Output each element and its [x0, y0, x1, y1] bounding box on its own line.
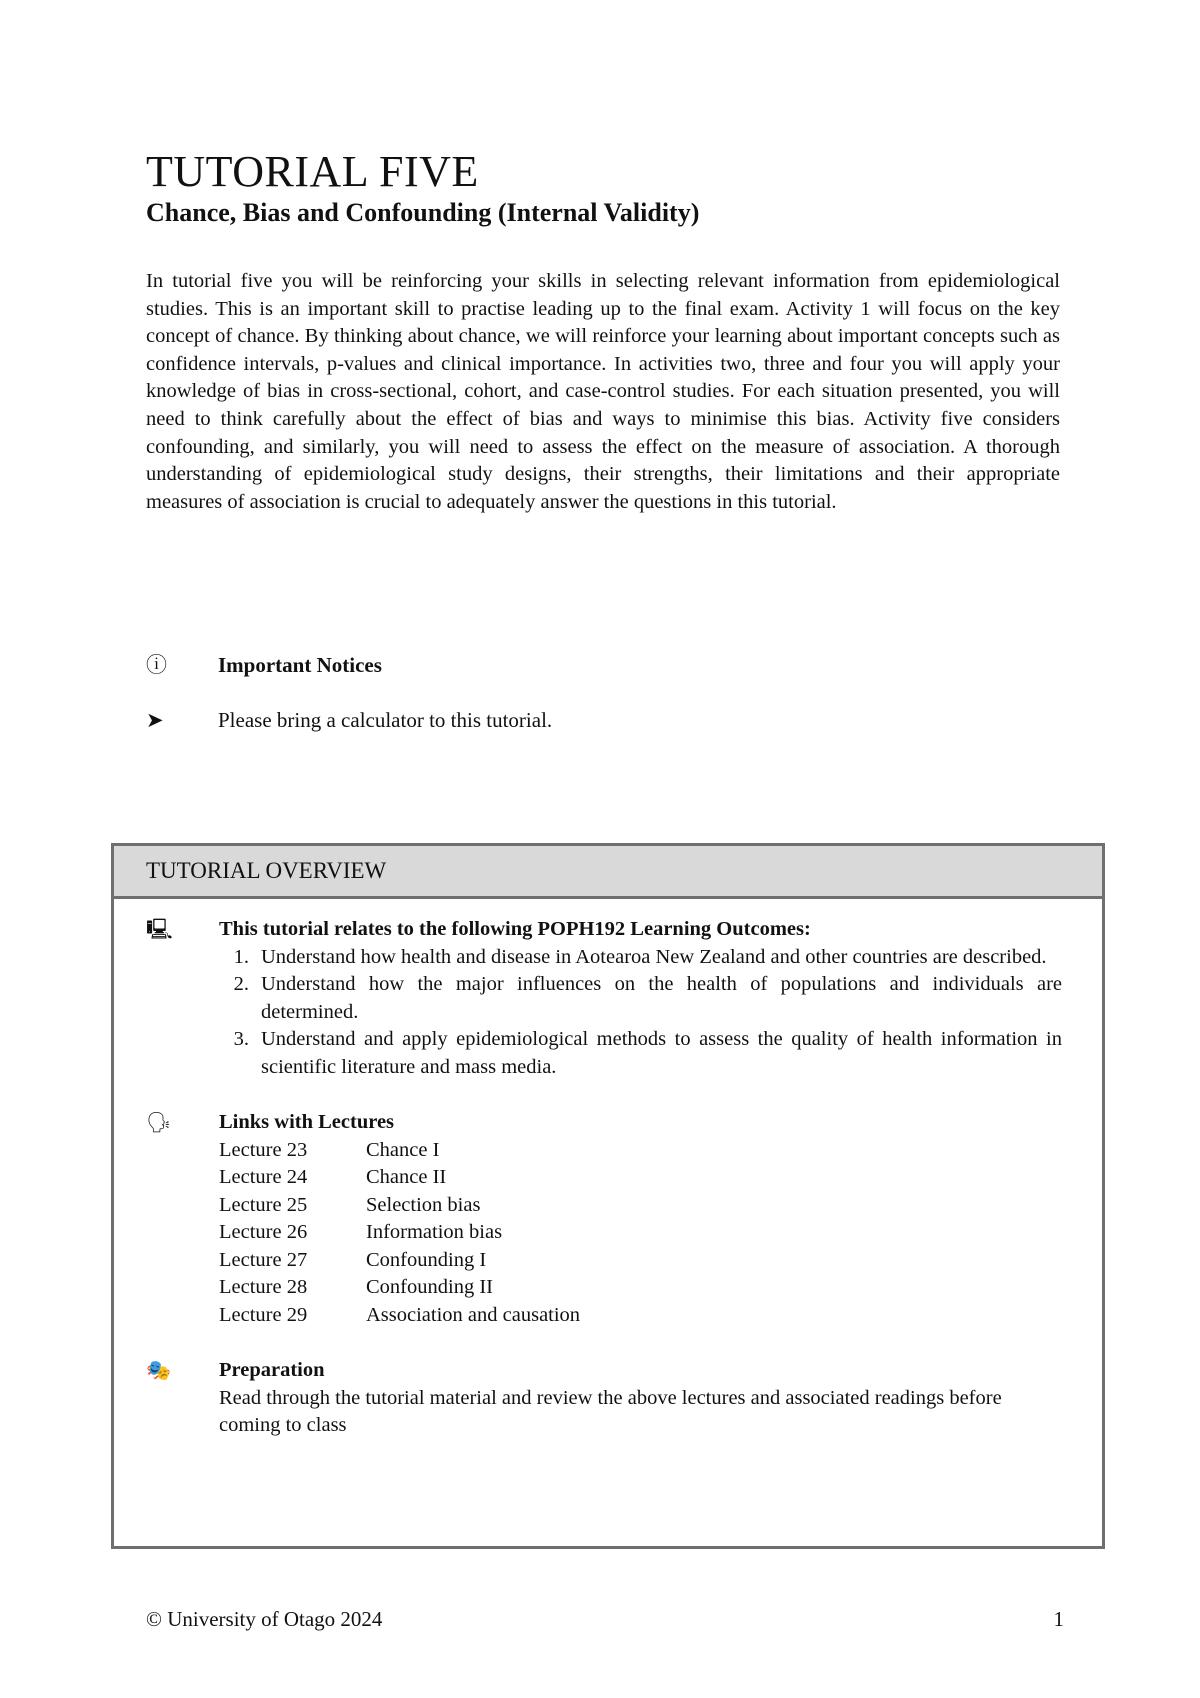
preparation-title: Preparation — [219, 1359, 325, 1381]
speaking-head-icon: 🗣 — [146, 1110, 172, 1134]
list-item: 2. Understand how the major influences on the health of populations and individuals are determined. — [233, 973, 1062, 1023]
lectures-section — [146, 1109, 1062, 1329]
list-item: Lecture 25 Selection bias — [219, 1193, 481, 1216]
list-item: 3. Understand and apply epidemiological methods to assess the quality of health information in scientific literature and mass media. — [233, 1028, 1062, 1078]
list-item: Lecture 23 Chance I — [219, 1138, 440, 1161]
list-item: 1. Understand how health and disease in Aotearoa New Zealand and other countries are described. — [233, 945, 1047, 968]
lectures-title: Links with Lectures — [219, 1111, 395, 1133]
important-notices-heading: Important Notices — [218, 653, 382, 677]
arrowhead-bullet-icon: ➤ — [146, 708, 164, 732]
learning-outcomes-title: This tutorial relates to the following POPH192 Learning Outcomes: — [219, 918, 811, 940]
intro-paragraph: In tutorial five you will be reinforcing your skills in selecting relevant information from epidemiological studies. This is an important skill to practise leading up to the final exam. Activity 1 will focus on the key concept of chance. By thinking about chance, we will reinforce your learning about important concepts such as confidence intervals, p-values and clinical importance. In activities two, three and four you will apply your knowledge of bias in cross-sectional, cohort, and case-control studies. For each situation presented, you will need to think carefully about the effect of bias and ways to minimise this bias. Activity five considers confounding, and similarly, you will need to assess the effect on the measure of association. A thorough understanding of epidemiological study designs, their strengths, their limitations and their appropriate measures of association is crucial to adequately answer the questions in this tutorial. — [146, 270, 1060, 513]
list-item: Lecture 27 Confounding I — [219, 1248, 487, 1271]
list-item: Lecture 24 Chance II — [219, 1166, 447, 1188]
learning-outcomes-list — [219, 944, 1062, 1082]
notice-item — [146, 706, 1060, 734]
page-number: 1 — [1053, 1607, 1064, 1631]
list-item: Lecture 29 Association and causation — [219, 1303, 581, 1326]
notice-item-text: Please bring a calculator to this tutorial. — [218, 708, 553, 732]
page-subtitle: Chance, Bias and Confounding (Internal Validity) — [146, 198, 700, 227]
preparation-text: Read through the tutorial material and review the above lectures and associated readings before coming to class — [219, 1386, 1002, 1436]
alert-circle-icon: ⓘ — [146, 653, 167, 677]
important-notices-heading-row — [146, 651, 1060, 679]
learning-outcomes-section — [146, 916, 1062, 1081]
theatre-mask-icon: 🎭 — [146, 1358, 171, 1382]
copyright-notice: © University of Otago 2024 — [146, 1607, 383, 1631]
list-item: Lecture 26 Information bias — [219, 1221, 503, 1243]
tutorial-overview-body — [146, 916, 1062, 1440]
preparation-section — [146, 1357, 1062, 1440]
tutorial-overview-box — [111, 843, 1105, 1549]
computer-icon: 🖳 — [146, 917, 173, 941]
page-title: TUTORIAL FIVE — [146, 147, 479, 196]
page-footer — [146, 1607, 1064, 1632]
list-item: Lecture 28 Confounding II — [219, 1276, 493, 1298]
tutorial-overview-header: TUTORIAL OVERVIEW — [114, 846, 1102, 899]
